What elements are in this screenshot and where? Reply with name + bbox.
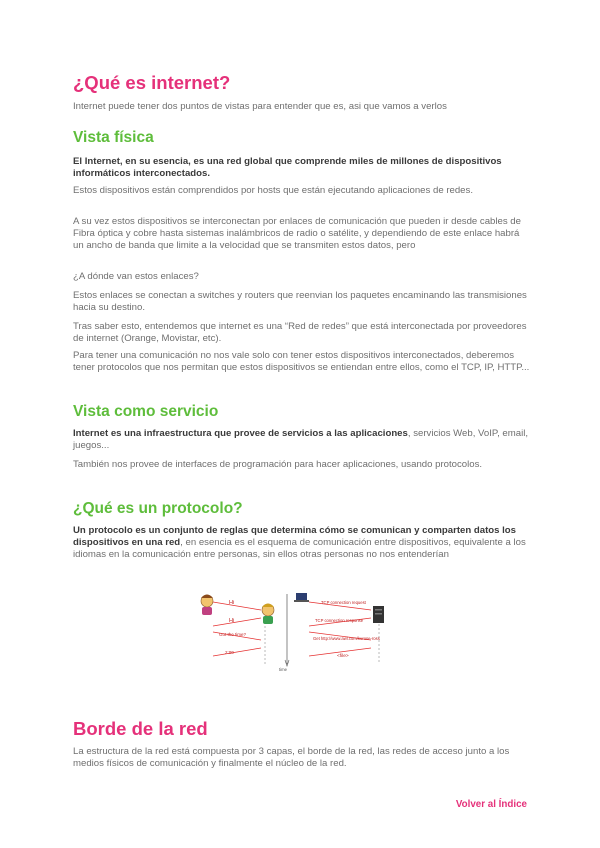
protocolo-lead-rest: , en esencia es el esquema de comunicación entre dispositivos, equivalente a los idiomas en la comunicación entre personas, sin ellos otras personas no nos entenderían [73, 537, 526, 561]
human-msg-3: Got the time? [219, 632, 247, 637]
protocolo-lead [73, 525, 531, 562]
protocolo-lead-bold: Un protocolo es un conjunto de reglas que determina cómo se comunican y comparten datos los dispositivos en una red [73, 525, 516, 549]
computer-msg-4: <file> [337, 654, 349, 659]
human-msg-1: Hi [229, 600, 235, 606]
vista-servicio-lead-rest: , servicios Web, VoIP, email, juegos... [73, 428, 529, 452]
vista-fisica-p2: A su vez estos dispositivos se interconectan por enlaces de comunicación que pueden ir desde cables de Fibra óptica y cobre hasta sistemas inalámbricos de radio o satélite, y dependiendo de este enlace habrá un ancho de banda que limite a la velocidad que se transmiten estos datos, pero [73, 216, 521, 252]
vista-fisica-lead [73, 156, 531, 180]
time-label: time [279, 667, 287, 672]
vista-fisica-p6: Para tener una comunicación no nos vale solo con tener estos dispositivos interconectados, deberemos tener protocolos que nos permitan que estos dispositivos se entiendan entre ellos, como el TCP, IP, HTTP... [73, 350, 530, 374]
server-icon [373, 606, 384, 623]
human-msg-4: 2:00 [225, 650, 234, 655]
heading-borde-red: Borde de la red [73, 718, 208, 739]
heading-protocolo: ¿Qué es un protocolo? [73, 500, 243, 517]
heading-vista-servicio: Vista como servicio [73, 403, 219, 420]
back-to-index-link[interactable]: Volver al Índice [455, 799, 527, 810]
vista-fisica-p5: Tras saber esto, entendemos que internet es una “Red de redes” que está interconectada por proveedores de internet (Orange, Movistar, etc). [73, 321, 527, 345]
laptop-icon [294, 593, 309, 602]
vista-fisica-p1: Estos dispositivos están comprendidos por hosts que están ejecutando aplicaciones de redes. [73, 185, 473, 196]
intro-paragraph: Internet puede tener dos puntos de vistas para entender que es, asi que vamos a verlos [73, 101, 447, 112]
heading-vista-fisica: Vista física [73, 129, 154, 146]
borde-p1: La estructura de la red está compuesta por 3 capas, el borde de la red, las redes de acceso junto a los medios físicos de comunicación y finalmente el núcleo de la red. [73, 746, 510, 770]
human-msg-2: Hi [229, 618, 235, 624]
person-left-icon [201, 595, 213, 616]
vista-servicio-lead-bold: Internet es una infraestructura que provee de servicios a las aplicaciones [73, 428, 408, 439]
vista-fisica-p3: ¿A dónde van estos enlaces? [73, 271, 199, 282]
vista-fisica-p4: Estos enlaces se conectan a switches y routers que reenvian los paquetes encaminando las transmisiones hacia su destino. [73, 290, 527, 314]
computer-msg-1: TCP connection request [321, 600, 366, 605]
heading-que-es-internet: ¿Qué es internet? [73, 72, 231, 93]
vista-servicio-lead [73, 428, 531, 452]
computer-exchange-arrows [309, 602, 379, 662]
computer-msg-3: Get http://www.awl.com/kurose-ross [313, 636, 380, 641]
person-right-icon [262, 604, 274, 625]
vista-fisica-lead-bold: El Internet, en su esencia, es una red global que comprende miles de millones de dispositivos informáticos interconectados. [73, 156, 502, 180]
computer-msg-2: TCP connection response [315, 618, 364, 623]
vista-servicio-p1: También nos provee de interfaces de programación para hacer aplicaciones, usando protocolos. [73, 459, 483, 470]
protocol-comparison-figure [195, 588, 425, 674]
